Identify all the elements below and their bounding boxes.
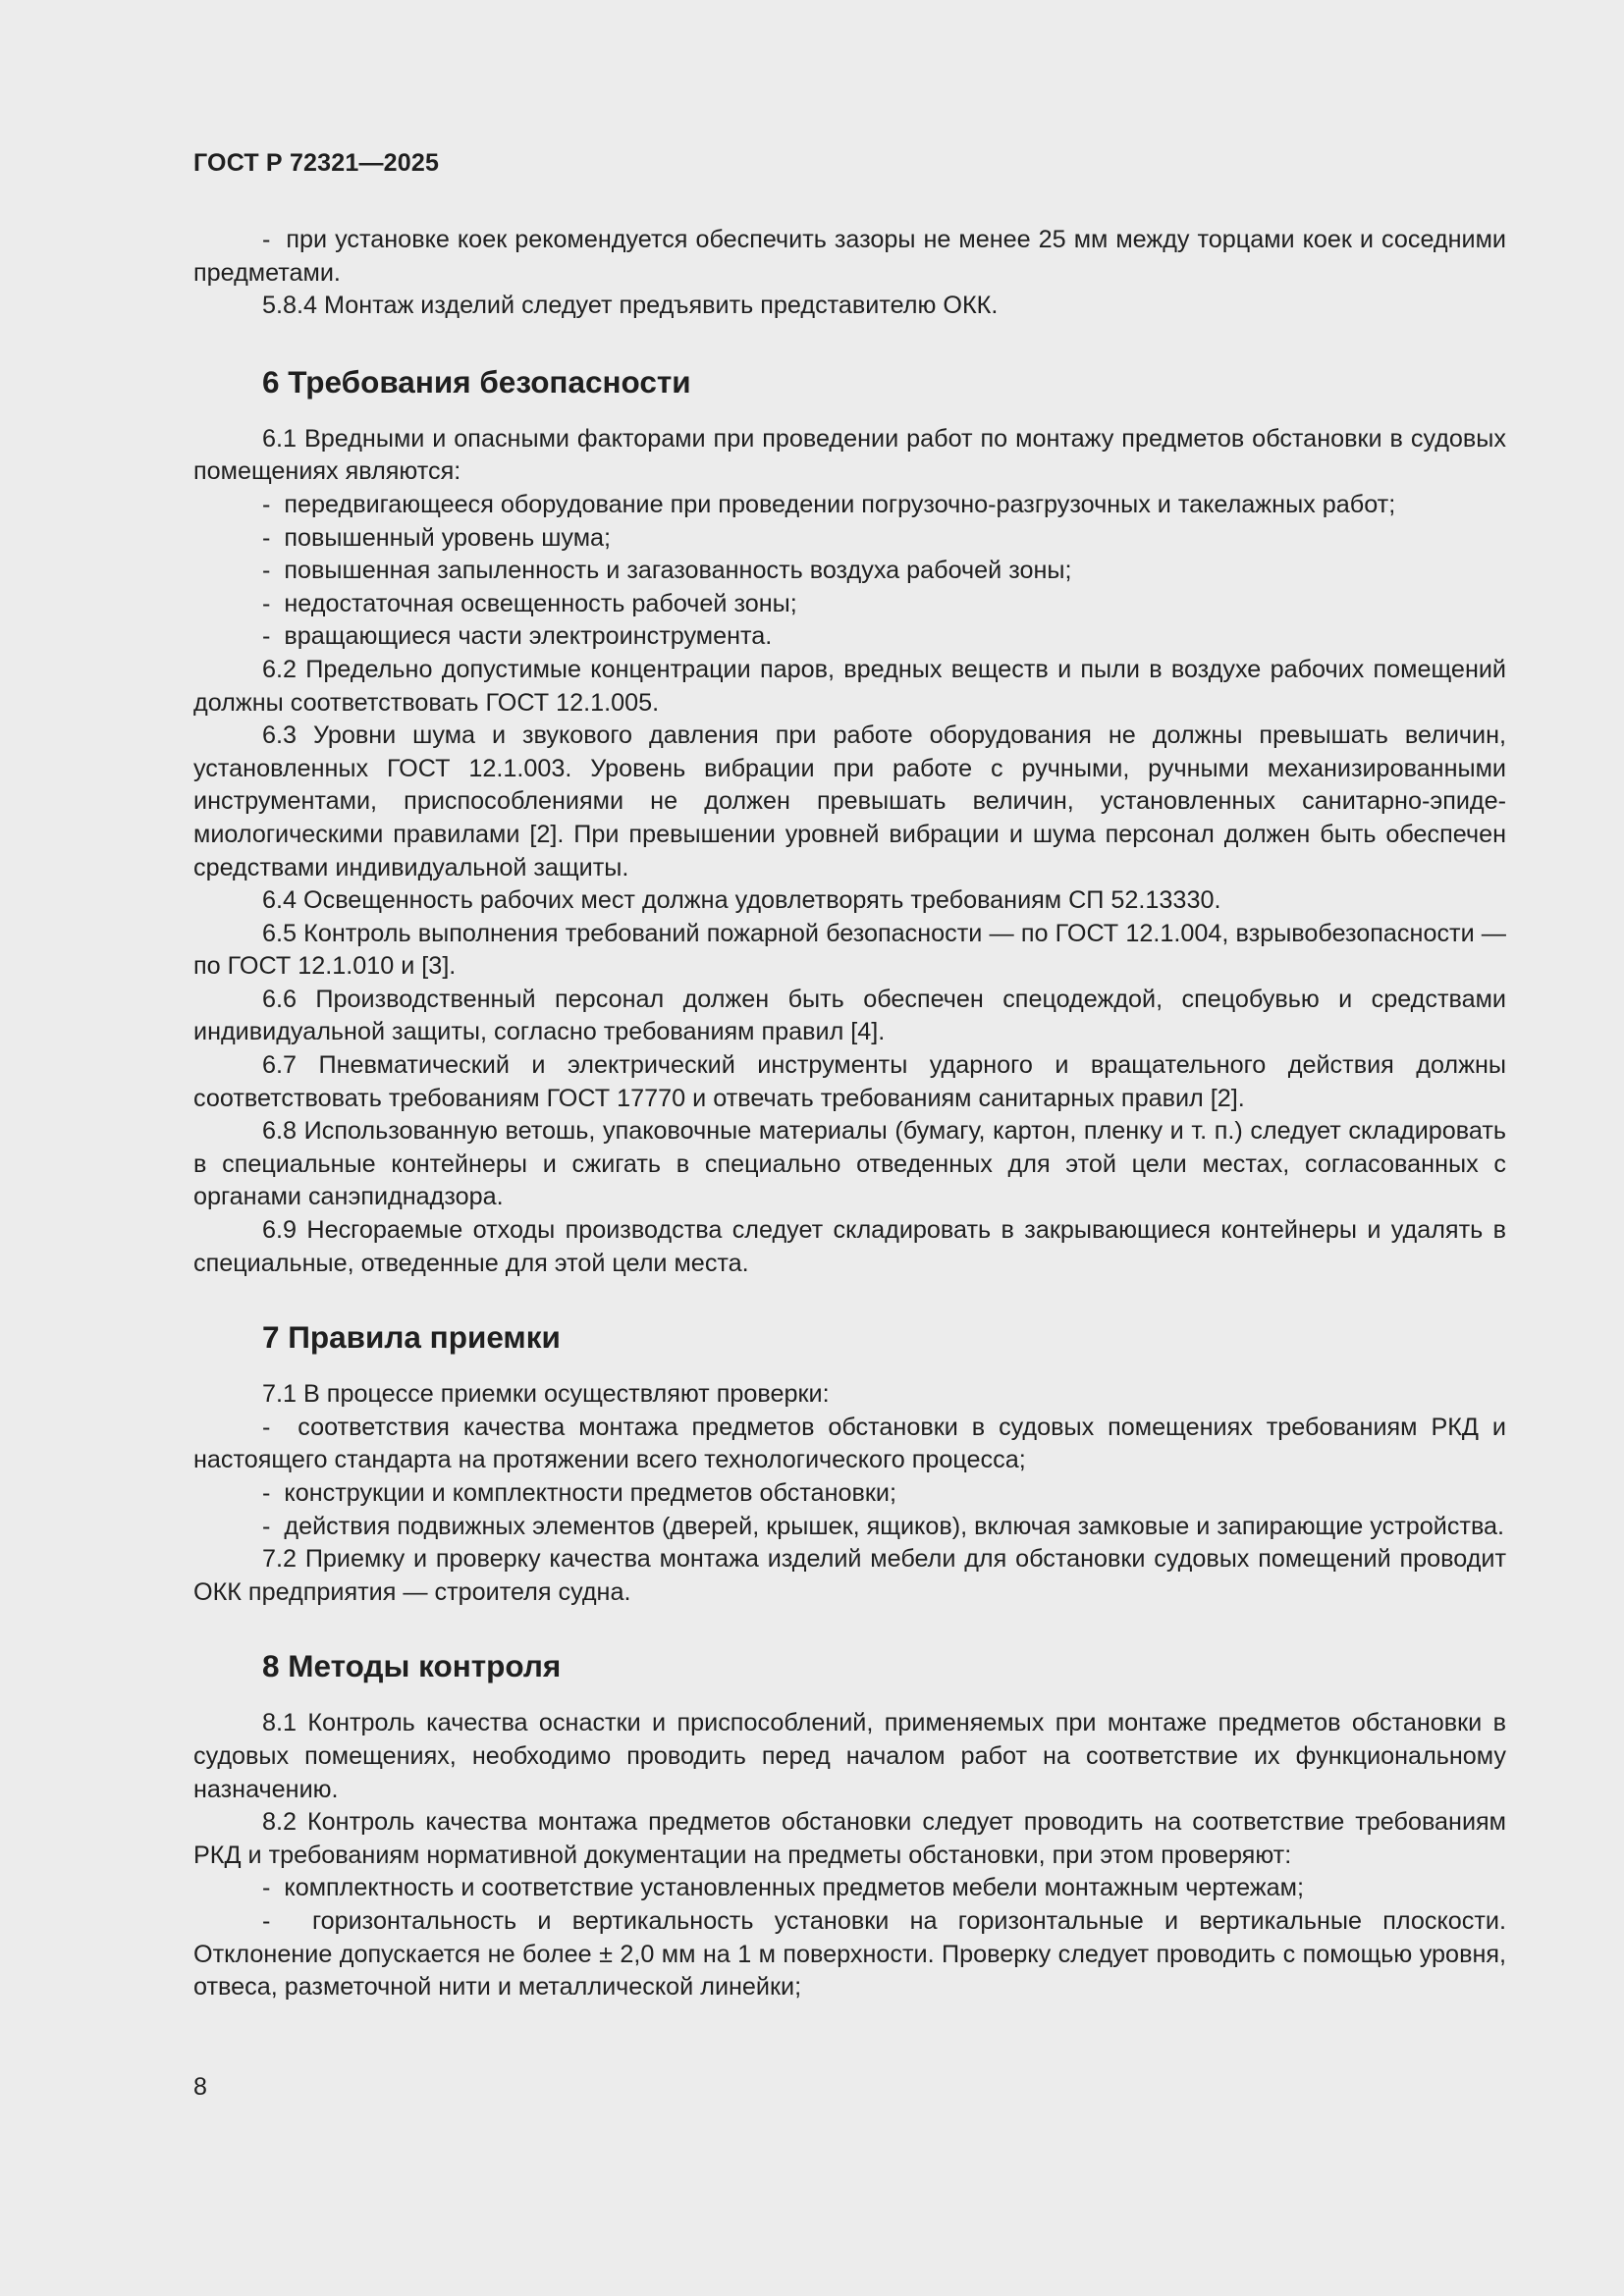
paragraph-6-2: 6.2 Предельно допустимые концентрации паров, вредных веществ и пыли в воздухе рабочих помещений должны соответствовать ГОСТ 12.1.005. (193, 655, 1506, 717)
document-header: ГОСТ Р 72321—2025 (193, 149, 440, 177)
section-8-heading: 8 Методы контроля (262, 1648, 562, 1684)
list-item: - действия подвижных элементов (дверей, крышек, ящиков), включая замковые и запирающие устройства. (193, 1511, 1506, 1544)
list-item: - при установке коек рекомендуется обеспечить зазоры не менее 25 мм между торцами коек и соседними предметами. (193, 224, 1506, 290)
list-item: - комплектность и соответствие установленных предметов мебели монтажным чертежам; (193, 1872, 1506, 1905)
list-item: - горизонтальность и вертикальность установки на горизонтальные и вертикальные плоскости. Отклонение допускается не более ± 2,0 мм на 1 м поверхности. Проверку следует проводить с помощью уровня, отвеса, разметочной нити и металлической линейки; (193, 1905, 1506, 2004)
paragraph-6-4: 6.4 Освещенность рабочих мест должна удовлетворять требованиям СП 52.13330. (262, 886, 1221, 915)
paragraph-6-8: 6.8 Использованную ветошь, упаковочные материалы (бумагу, картон, пленку и т. п.) следует складировать в специальные контейнеры и сжигать в специально отведенных для этой цели местах, согласованных с органами санэпиднадзора. (193, 1117, 1506, 1211)
paragraph-6-1: 6.1 Вредными и опасными факторами при проведении работ по монтажу предметов обстановки в судовых помещениях являются: (193, 424, 1506, 486)
document-body (193, 224, 1506, 2004)
paragraph-6-6: 6.6 Производственный персонал должен быть обеспечен спецодеждой, спецобувью и средствами индивидуальной защиты, согласно требованиям правил [4]. (193, 985, 1506, 1046)
paragraph-6-9: 6.9 Несгораемые отходы производства следует складировать в закрывающиеся контейнеры и удалять в специальные, отведенные для этой цели места. (193, 1216, 1506, 1277)
list-item: - повышенная запыленность и загазованность воздуха рабочей зоны; (193, 555, 1506, 588)
list-item: - недостаточная освещенность рабочей зоны; (193, 588, 1506, 621)
paragraph-8-2: 8.2 Контроль качества монтажа предметов обстановки следует проводить на соответствие требованиям РКД и требованиям нормативной документации на предметы обстановки, при этом проверяют: (193, 1808, 1506, 1869)
page-number: 8 (193, 2073, 207, 2101)
paragraph-7-2: 7.2 Приемку и проверку качества монтажа изделий мебели для обстановки судовых помещений проводит ОКК предприятия — строителя судна. (193, 1545, 1506, 1606)
list-item: - вращающиеся части электроинструмента. (193, 620, 1506, 654)
paragraph-6-7: 6.7 Пневматический и электрический инструменты ударного и вращательного действия должны соответствовать требованиям ГОСТ 17770 и отвечать требованиям санитарных правил [2]. (193, 1051, 1506, 1112)
section-6-heading: 6 Требования безопасности (262, 363, 691, 400)
list-item: - конструкции и комплектности предметов обстановки; (193, 1477, 1506, 1511)
list-item: - передвигающееся оборудование при проведении погрузочно-разгрузочных и такелажных работ; (193, 489, 1506, 522)
list-item: - повышенный уровень шума; (193, 522, 1506, 556)
paragraph-7-1: 7.1 В процессе приемки осуществляют проверки: (262, 1380, 830, 1409)
paragraph-6-3: 6.3 Уровни шума и звукового давления при работе оборудования не должны превышать величин, установленных ГОСТ 12.1.003. Уровень вибрации при работе с ручными, ручными механизированными инструментами, приспособлениями не должен превышать величин, установленных санитарно-эпидемиологическими правилами [2]. При превышении уровней вибрации и шума персонал должен быть обеспечен средствами индивидуальной защиты. (193, 721, 1506, 881)
paragraph-8-1: 8.1 Контроль качества оснастки и приспособлений, применяемых при монтаже предметов обстановки в судовых помещениях, необходимо проводить перед началом работ на соответствие их функциональному назначению. (193, 1709, 1506, 1803)
section-7-heading: 7 Правила приемки (262, 1319, 561, 1356)
paragraph-5-8-4: 5.8.4 Монтаж изделий следует предъявить представителю ОКК. (262, 292, 999, 320)
list-item: - соответствия качества монтажа предметов обстановки в судовых помещениях требованиям РКД и настоящего стандарта на протяжении всего технологического процесса; (193, 1412, 1506, 1477)
paragraph-6-5: 6.5 Контроль выполнения требований пожарной безопасности — по ГОСТ 12.1.004, взрывобезопасности — по ГОСТ 12.1.010 и [3]. (193, 919, 1506, 981)
